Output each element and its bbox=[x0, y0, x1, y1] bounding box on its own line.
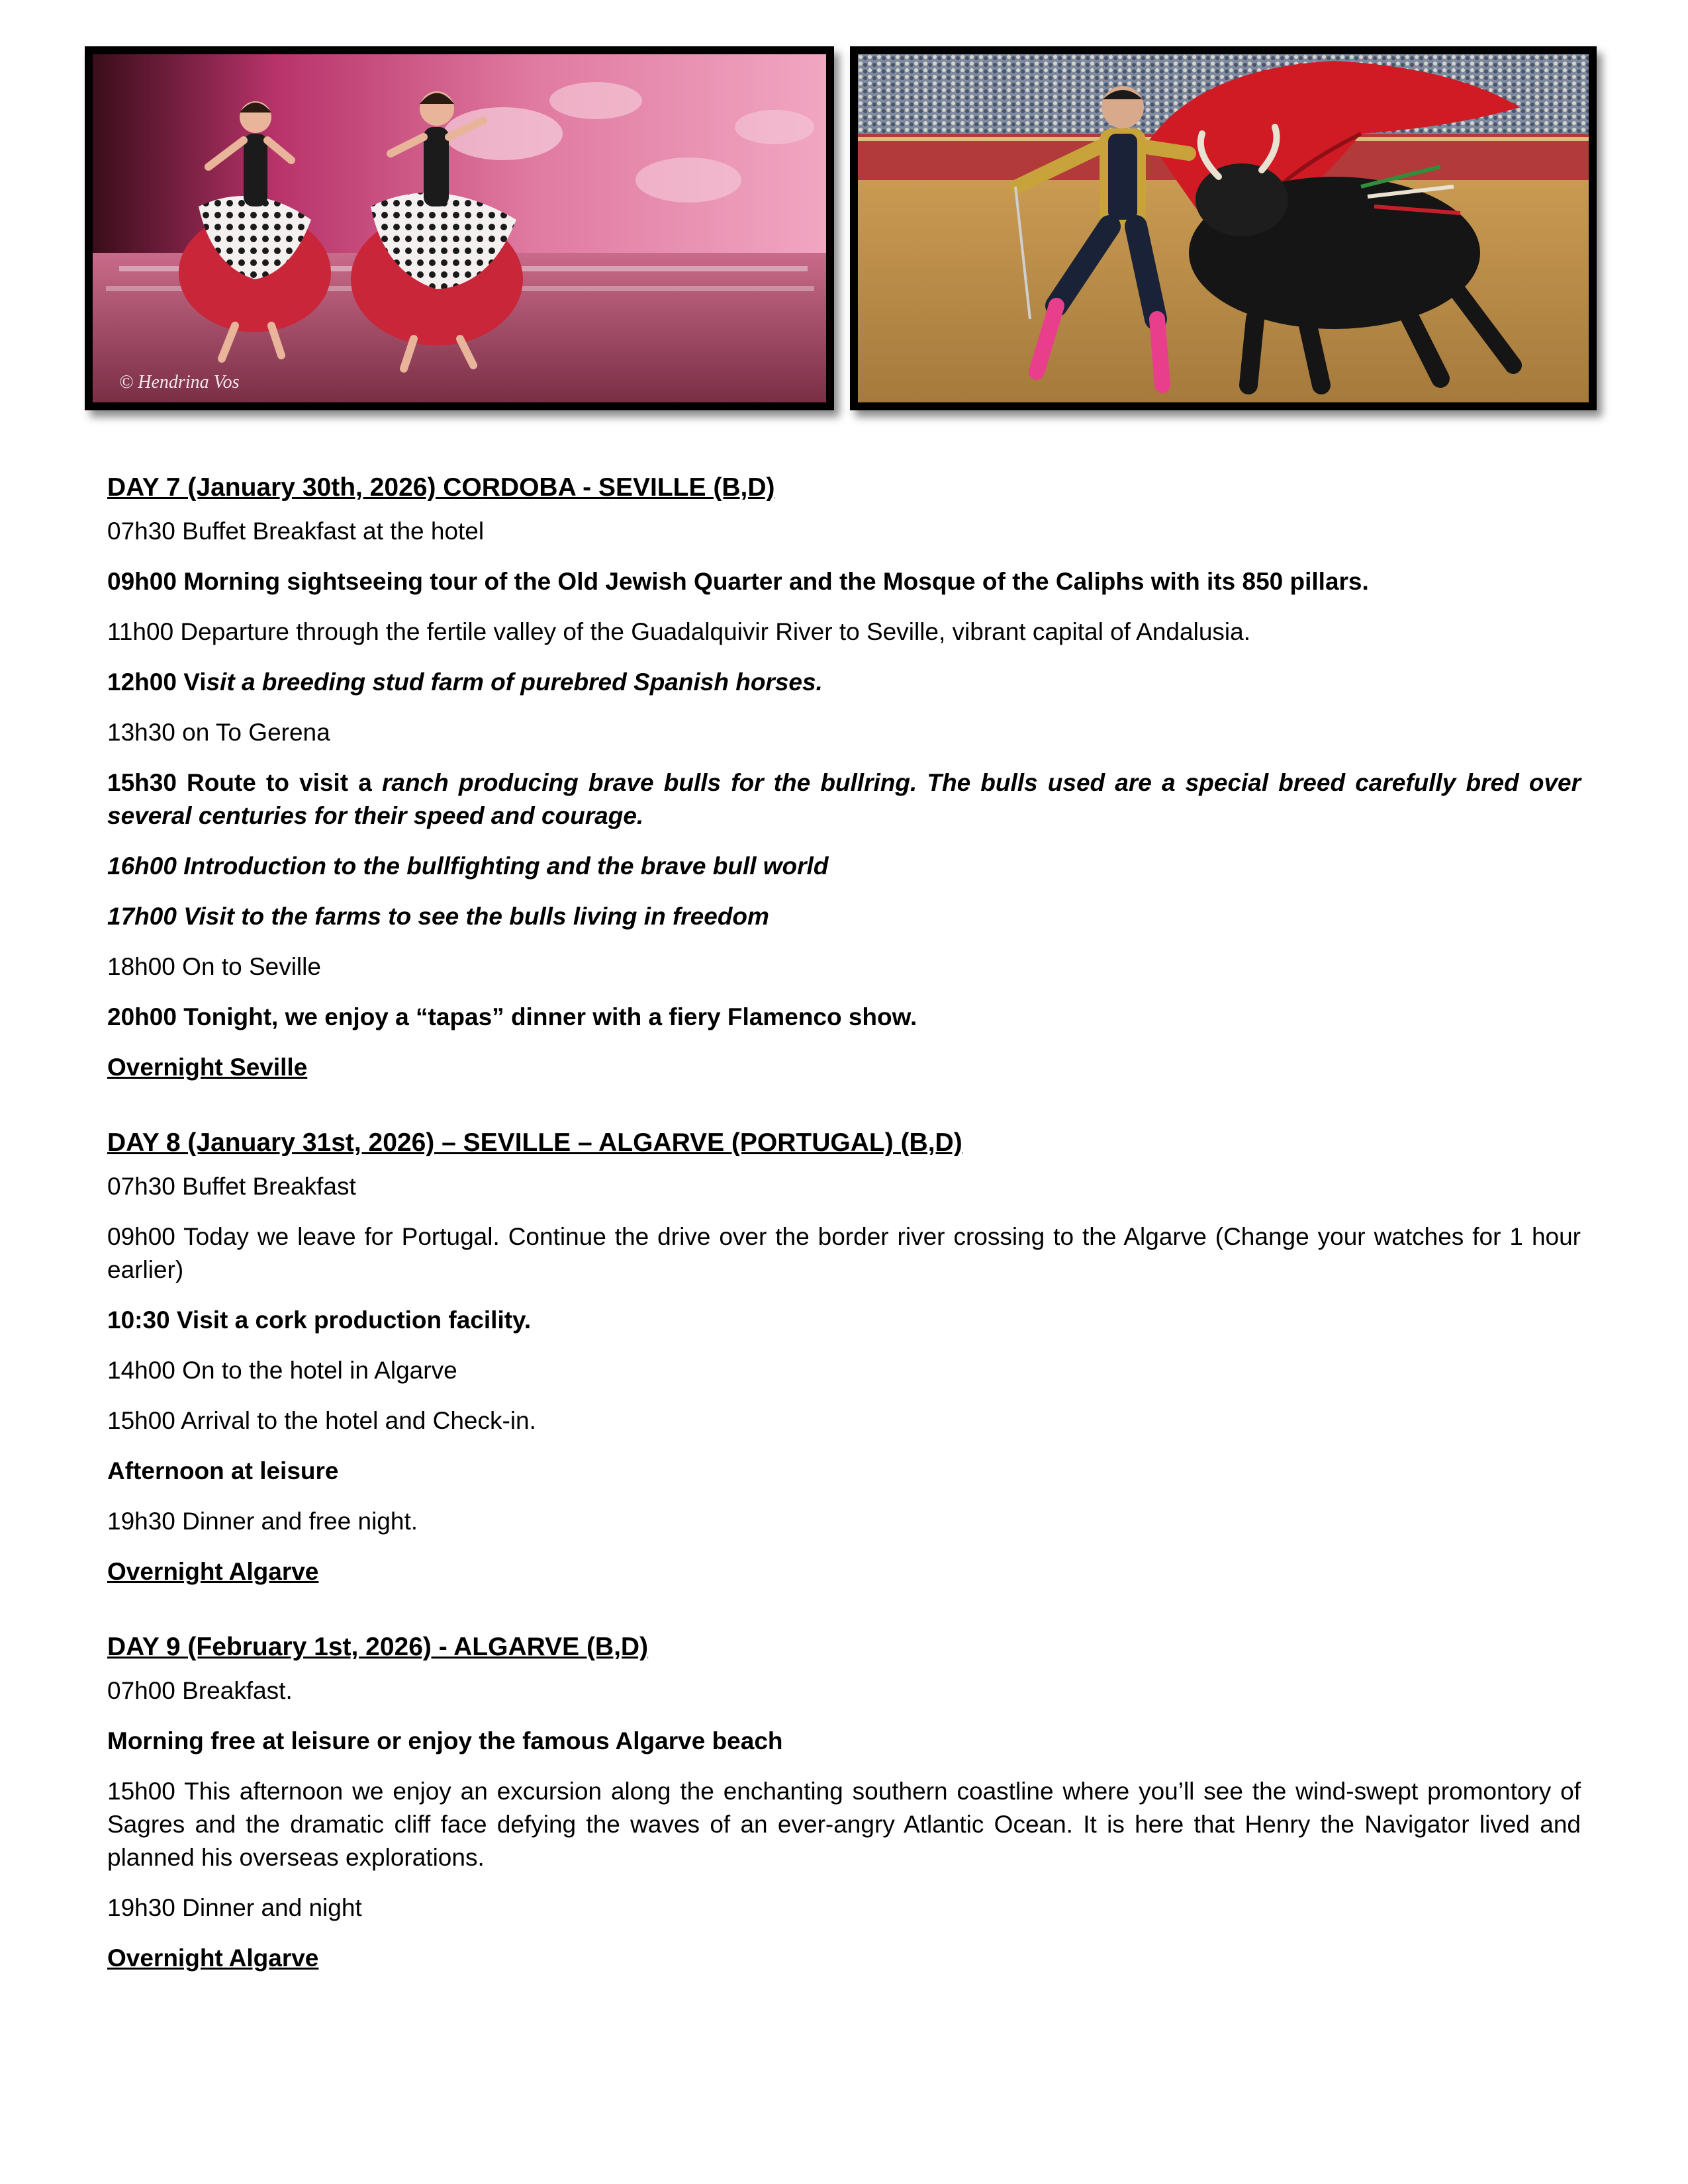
day-7-title: DAY 7 (January 30th, 2026) CORDOBA - SEVILLE (B,D) bbox=[107, 473, 775, 502]
day-7-departure: 11h00 Departure through the fertile valley of the Guadalquivir River to Seville, vibrant capital of Andalusia. bbox=[107, 618, 1250, 645]
day-8-breakfast: 07h30 Buffet Breakfast bbox=[107, 1173, 356, 1200]
day-9-section bbox=[107, 1631, 1581, 1975]
day-9-morning-free: Morning free at leisure or enjoy the famous Algarve beach bbox=[107, 1727, 783, 1754]
day-7-section bbox=[107, 471, 1581, 1084]
day-9-excursion: 15h00 This afternoon we enjoy an excursion along the enchanting southern coastline where you’ll see the wind-swept promontory of Sagres and the dramatic cliff face defying the waves of an ever-angry Atlantic Ocean. It is here that Henry the Navigator lived and planned his overseas explorations. bbox=[107, 1778, 1581, 1871]
bullfight-illustration bbox=[858, 54, 1589, 402]
day-8-hotel-drive: 14h00 On to the hotel in Algarve bbox=[107, 1357, 457, 1384]
day-9-title: DAY 9 (February 1st, 2026) - ALGARVE (B,D) bbox=[107, 1633, 649, 1661]
day-7-stud-farm bbox=[107, 666, 1581, 699]
day-8-checkin: 15h00 Arrival to the hotel and Check-in. bbox=[107, 1407, 536, 1434]
day-8-overnight: Overnight Algarve bbox=[107, 1558, 319, 1585]
day-7-ranch-time: 15h30 Route to visit a bbox=[107, 769, 382, 796]
day-7-gerena: 13h30 on To Gerena bbox=[107, 719, 330, 746]
day-9-dinner: 19h30 Dinner and night bbox=[107, 1894, 362, 1921]
day-7-overnight: Overnight Seville bbox=[107, 1054, 308, 1081]
day-8-leisure: Afternoon at leisure bbox=[107, 1457, 339, 1484]
day-8-dinner: 19h30 Dinner and free night. bbox=[107, 1508, 418, 1535]
itinerary bbox=[107, 471, 1581, 2017]
day-7-ranch-text: ranch producing brave bulls for the bullring. The bulls used are a special breed carefully bred over several centuries for their speed and courage. bbox=[107, 769, 1581, 829]
day-7-breakfast: 07h30 Buffet Breakfast at the hotel bbox=[107, 518, 485, 545]
day-8-cork: 10:30 Visit a cork production facility. bbox=[107, 1306, 532, 1334]
day-8-section bbox=[107, 1126, 1581, 1588]
day-8-portugal: 09h00 Today we leave for Portugal. Continue the drive over the border river crossing to the Algarve (Change your watches for 1 hour earlier) bbox=[107, 1223, 1581, 1283]
day-7-ranch bbox=[107, 766, 1581, 833]
day-8-title: DAY 8 (January 31st, 2026) – SEVILLE – ALGARVE (PORTUGAL) (B,D) bbox=[107, 1128, 962, 1157]
flamenco-illustration bbox=[93, 54, 826, 402]
day-7-stud-farm-text: sit a breeding stud farm of purebred Spanish horses. bbox=[206, 668, 823, 696]
bullfight-photo bbox=[850, 46, 1597, 410]
day-7-stud-farm-time: 12h00 Vi bbox=[107, 668, 207, 696]
day-7-farm-visit: 17h00 Visit to the farms to see the bulls living in freedom bbox=[107, 903, 769, 930]
day-7-to-seville: 18h00 On to Seville bbox=[107, 953, 321, 980]
day-9-overnight: Overnight Algarve bbox=[107, 1944, 319, 1972]
day-7-sightseeing: 09h00 Morning sightseeing tour of the Old Jewish Quarter and the Mosque of the Caliphs with its 850 pillars. bbox=[107, 568, 1369, 595]
day-7-bullfighting-intro: 16h00 Introduction to the bullfighting and the brave bull world bbox=[107, 852, 829, 880]
photo-watermark: © Hendrina Vos bbox=[119, 372, 240, 392]
flamenco-photo bbox=[85, 46, 834, 410]
day-7-flamenco-dinner: 20h00 Tonight, we enjoy a “tapas” dinner with a fiery Flamenco show. bbox=[107, 1003, 917, 1030]
day-9-breakfast: 07h00 Breakfast. bbox=[107, 1677, 293, 1704]
